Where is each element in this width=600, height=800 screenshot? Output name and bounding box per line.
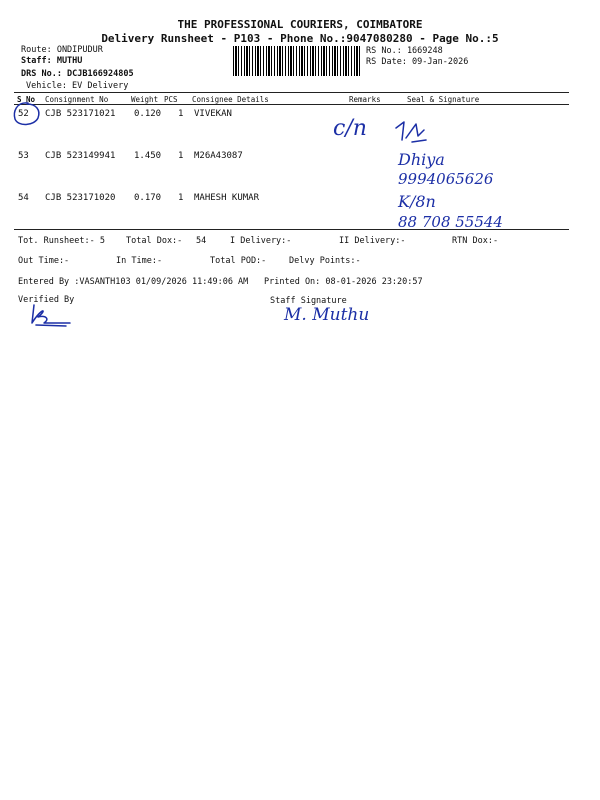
row-1-sno: 52 [18, 109, 29, 119]
rtn-dox: RTN Dox:- [452, 236, 499, 246]
runsheet-subtitle: Delivery Runsheet - P103 - Phone No.:9047080280 - Page No.:5 [101, 32, 499, 45]
col-seal-signature: Seal & Signature [407, 95, 480, 104]
sno-circle-mark [12, 100, 42, 130]
handwritten-phone-1: 9994065626 [398, 170, 494, 188]
row-3-consignee: MAHESH KUMAR [194, 193, 260, 203]
entered-by: Entered By :VASANTH103 01/09/2026 11:49:06 AM [18, 277, 249, 287]
col-consignment: Consignment No [45, 95, 109, 104]
col-consignee: Consignee Details [192, 95, 269, 104]
remark-handwriting: c/n [333, 116, 367, 141]
drs-number: DRS No.: DCJB166924805 [21, 69, 134, 79]
row-1-consignment: CJB 523171021 [45, 109, 116, 119]
col-remarks: Remarks [349, 95, 381, 104]
delvy-points: Delvy Points:- [289, 256, 361, 266]
rs-date: RS Date: 09-Jan-2026 [366, 57, 469, 67]
row-2-pcs: 1 [178, 151, 184, 161]
row-1-weight: 0.120 [134, 109, 162, 119]
header-rule-bottom [14, 104, 569, 105]
row-2-consignee: M26A43087 [194, 151, 243, 161]
col-pcs: PCS [164, 95, 178, 104]
barcode [233, 46, 361, 76]
row-2-consignment: CJB 523149941 [45, 151, 116, 161]
tot-runsheet: Tot. Runsheet:- 5 [18, 236, 105, 246]
verified-by-label: Verified By [18, 295, 75, 305]
total-pod: Total POD:- [210, 256, 267, 266]
row-3-pcs: 1 [178, 193, 184, 203]
seal-mark [392, 118, 432, 150]
company-title: THE PROFESSIONAL COURIERS, COIMBATORE [177, 18, 423, 31]
row-1-consignee: VIVEKAN [194, 109, 232, 119]
row-3-sno: 54 [18, 193, 29, 203]
staff-signature-handwriting: M. Muthu [284, 305, 370, 325]
row-2-sno: 53 [18, 151, 29, 161]
verified-signature [26, 303, 74, 329]
in-time: In Time:- [116, 256, 163, 266]
printed-on: Printed On: 08-01-2026 23:20:57 [264, 277, 423, 287]
i-delivery: I Delivery:- [230, 236, 292, 246]
signature-name: Dhiya [398, 150, 445, 169]
staff-label: Staff: MUTHU [21, 56, 83, 66]
row-3-weight: 0.170 [134, 193, 162, 203]
route-label: Route: ONDIPUDUR [21, 45, 103, 55]
staff-signature-label: Staff Signature [270, 296, 347, 306]
col-weight: Weight [131, 95, 159, 104]
total-dox-label: Total Dox:- [126, 236, 183, 246]
row-3-consignment: CJB 523171020 [45, 193, 116, 203]
rs-number: RS No.: 1669248 [366, 46, 443, 56]
col-sno: S No [17, 95, 36, 104]
total-dox-value: 54 [196, 236, 207, 246]
ii-delivery: II Delivery:- [339, 236, 406, 246]
out-time: Out Time:- [18, 256, 70, 266]
handwritten-phone-2: 88 708 55544 [398, 213, 503, 231]
header-rule-top [14, 92, 569, 93]
row-2-weight: 1.450 [134, 151, 162, 161]
row-1-pcs: 1 [178, 109, 184, 119]
vehicle-label: Vehicle: EV Delivery [26, 81, 129, 91]
handwritten-line: K/8n [398, 192, 436, 211]
